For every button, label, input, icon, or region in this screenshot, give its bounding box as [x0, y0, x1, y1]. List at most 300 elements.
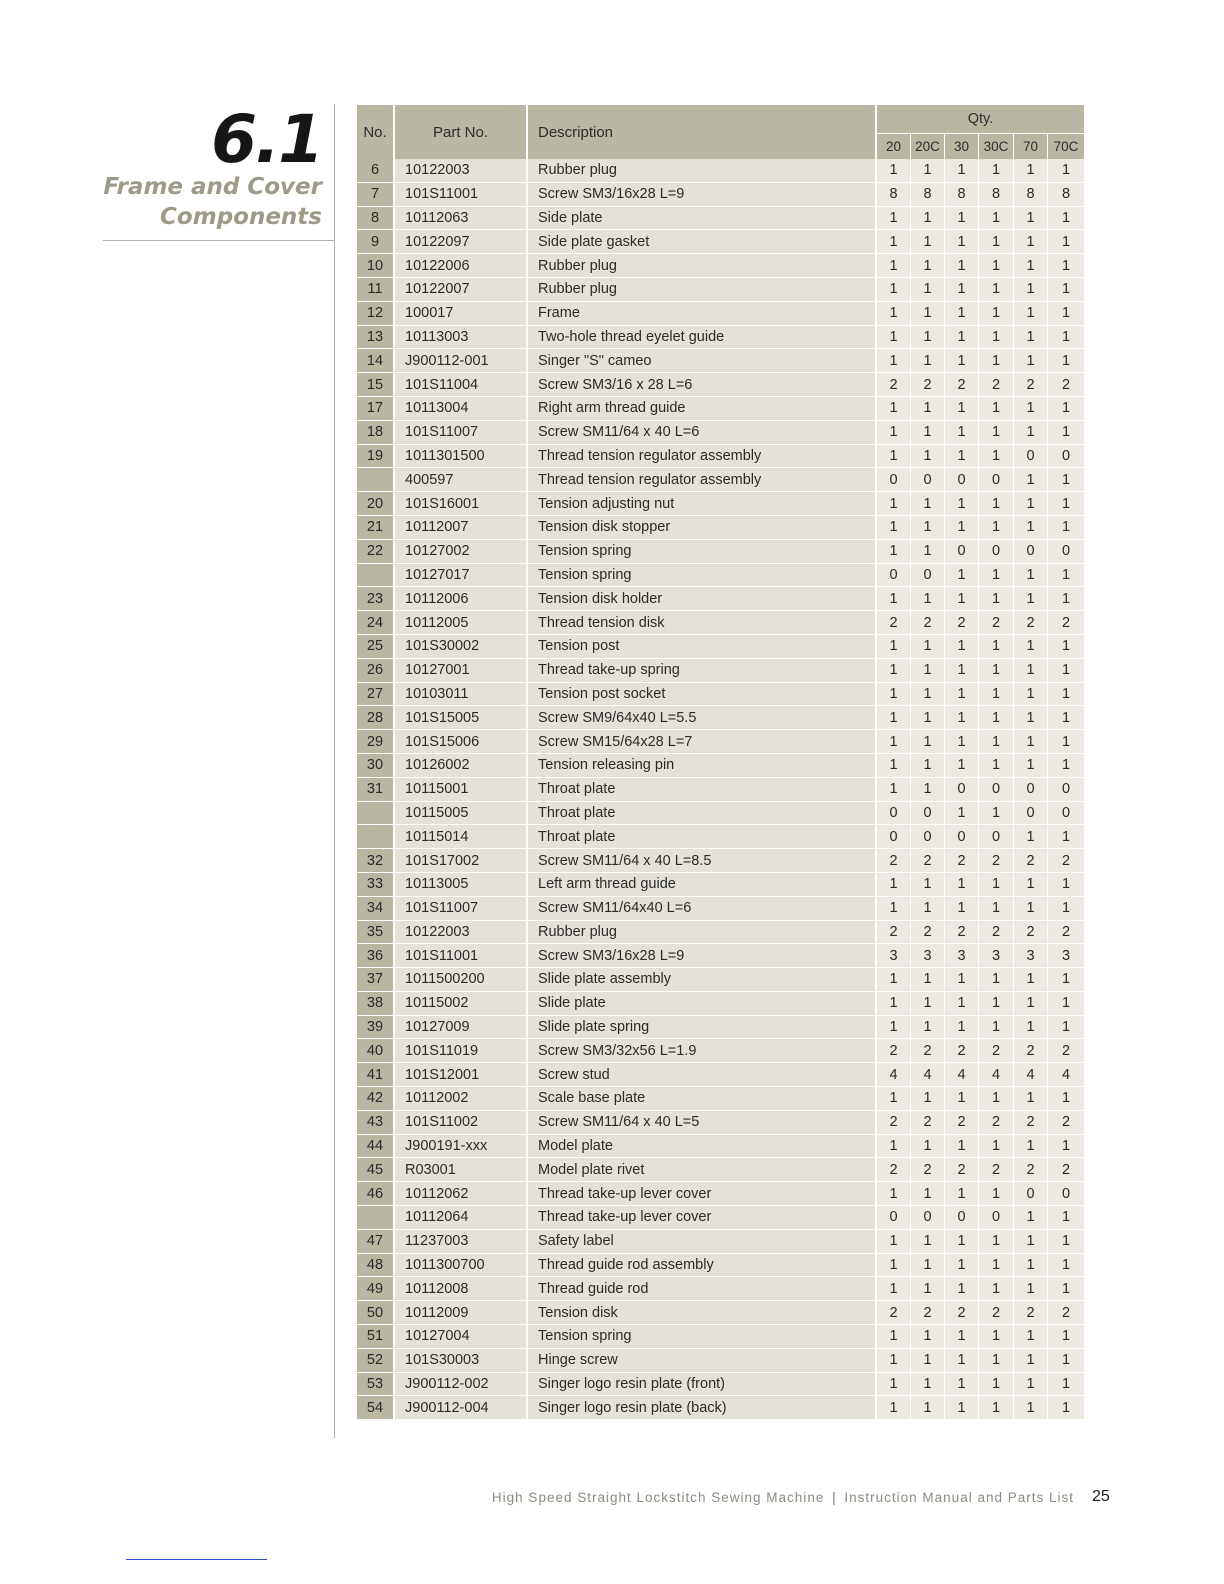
- part-description: Rubber plug: [528, 159, 877, 183]
- item-number: 7: [357, 183, 395, 207]
- qty-cell: 4: [945, 1063, 979, 1087]
- table-row: [357, 1325, 1084, 1349]
- qty-cell: 1: [979, 1277, 1014, 1301]
- qty-cell: 2: [877, 921, 911, 945]
- table-row: [357, 635, 1084, 659]
- qty-cell: 1: [979, 1325, 1014, 1349]
- qty-cell: 2: [945, 1111, 979, 1135]
- qty-cell: 1: [1014, 349, 1048, 373]
- qty-cell: 1: [1048, 421, 1084, 445]
- qty-cell: 2: [945, 1039, 979, 1063]
- qty-cell: 1: [1048, 730, 1084, 754]
- qty-cell: 1: [1014, 1349, 1048, 1373]
- bottom-link-rule: [126, 1559, 267, 1560]
- qty-cell: 0: [877, 564, 911, 588]
- part-description: Tension post: [528, 635, 877, 659]
- qty-cell: 1: [979, 349, 1014, 373]
- part-description: Thread take-up spring: [528, 659, 877, 683]
- item-number: 22: [357, 540, 395, 564]
- qty-cell: 1: [911, 207, 945, 231]
- part-description: Screw SM11/64 x 40 L=8.5: [528, 849, 877, 873]
- qty-cell: 2: [1014, 1039, 1048, 1063]
- part-number: 10112005: [395, 611, 528, 635]
- table-row: [357, 1016, 1084, 1040]
- table-row: [357, 659, 1084, 683]
- qty-cell: 1: [945, 1349, 979, 1373]
- qty-cell: 1: [979, 278, 1014, 302]
- header-qty-model: 30C: [979, 133, 1014, 159]
- part-description: Slide plate spring: [528, 1016, 877, 1040]
- table-row: [357, 1087, 1084, 1111]
- qty-cell: 1: [1048, 1254, 1084, 1278]
- qty-cell: 1: [1014, 1230, 1048, 1254]
- qty-cell: 1: [911, 992, 945, 1016]
- part-description: Slide plate: [528, 992, 877, 1016]
- item-number: 46: [357, 1182, 395, 1206]
- part-number: 101S12001: [395, 1063, 528, 1087]
- qty-cell: 2: [1048, 849, 1084, 873]
- item-number: 27: [357, 683, 395, 707]
- qty-cell: 1: [945, 1182, 979, 1206]
- part-number: 101S17002: [395, 849, 528, 873]
- part-number: 101S11001: [395, 944, 528, 968]
- table-row: [357, 730, 1084, 754]
- qty-cell: 2: [979, 1158, 1014, 1182]
- qty-cell: 1: [911, 1277, 945, 1301]
- table-row: [357, 1206, 1084, 1230]
- qty-cell: 1: [911, 873, 945, 897]
- qty-cell: 1: [911, 254, 945, 278]
- qty-cell: 8: [1048, 183, 1084, 207]
- qty-cell: 1: [945, 802, 979, 826]
- qty-cell: 1: [1014, 1016, 1048, 1040]
- qty-cell: 1: [911, 1349, 945, 1373]
- qty-cell: 1: [877, 326, 911, 350]
- qty-cell: 1: [877, 706, 911, 730]
- header-description: Description: [528, 105, 877, 159]
- qty-cell: 1: [945, 326, 979, 350]
- qty-cell: 1: [1048, 968, 1084, 992]
- qty-cell: 1: [1048, 754, 1084, 778]
- part-description: Hinge screw: [528, 1349, 877, 1373]
- item-number: 15: [357, 373, 395, 397]
- item-number: 54: [357, 1396, 395, 1420]
- qty-cell: 0: [1048, 445, 1084, 469]
- table-row: [357, 1301, 1084, 1325]
- table-row: [357, 564, 1084, 588]
- qty-cell: 2: [911, 373, 945, 397]
- item-number: 34: [357, 897, 395, 921]
- table-header-row: [357, 105, 1084, 133]
- part-number: 101S11002: [395, 1111, 528, 1135]
- qty-cell: 8: [911, 183, 945, 207]
- table-row: [357, 873, 1084, 897]
- qty-cell: 1: [911, 1135, 945, 1159]
- qty-cell: 1: [945, 730, 979, 754]
- table-row: [357, 921, 1084, 945]
- part-number: 101S11019: [395, 1039, 528, 1063]
- part-description: Right arm thread guide: [528, 397, 877, 421]
- qty-cell: 1: [911, 897, 945, 921]
- qty-cell: 1: [1048, 326, 1084, 350]
- part-number: 1011500200: [395, 968, 528, 992]
- table-row: [357, 254, 1084, 278]
- part-description: Screw SM11/64 x 40 L=5: [528, 1111, 877, 1135]
- part-description: Screw stud: [528, 1063, 877, 1087]
- qty-cell: 1: [945, 1277, 979, 1301]
- qty-cell: 1: [911, 1373, 945, 1397]
- part-number: 10112064: [395, 1206, 528, 1230]
- part-description: Tension spring: [528, 540, 877, 564]
- part-description: Thread take-up lever cover: [528, 1182, 877, 1206]
- qty-cell: 0: [945, 825, 979, 849]
- part-description: Frame: [528, 302, 877, 326]
- qty-cell: 1: [979, 397, 1014, 421]
- part-description: Scale base plate: [528, 1087, 877, 1111]
- part-description: Rubber plug: [528, 921, 877, 945]
- table-row: [357, 944, 1084, 968]
- qty-cell: 1: [979, 754, 1014, 778]
- qty-cell: 1: [979, 302, 1014, 326]
- qty-cell: 4: [979, 1063, 1014, 1087]
- qty-cell: 1: [1048, 1230, 1084, 1254]
- qty-cell: 0: [945, 778, 979, 802]
- part-description: Tension adjusting nut: [528, 492, 877, 516]
- qty-cell: 2: [877, 1111, 911, 1135]
- part-description: Screw SM9/64x40 L=5.5: [528, 706, 877, 730]
- item-number: 30: [357, 754, 395, 778]
- table-row: [357, 445, 1084, 469]
- part-description: Singer logo resin plate (back): [528, 1396, 877, 1420]
- part-number: 101S30002: [395, 635, 528, 659]
- qty-cell: 1: [1014, 968, 1048, 992]
- section-title-line-2: Components: [160, 204, 322, 230]
- page-number: 25: [1092, 1488, 1110, 1505]
- qty-cell: 0: [1048, 540, 1084, 564]
- qty-cell: 1: [877, 421, 911, 445]
- table-row: [357, 968, 1084, 992]
- item-number: 50: [357, 1301, 395, 1325]
- qty-cell: 1: [911, 968, 945, 992]
- table-row: [357, 468, 1084, 492]
- item-number: 28: [357, 706, 395, 730]
- qty-cell: 1: [1014, 278, 1048, 302]
- qty-cell: 1: [911, 516, 945, 540]
- qty-cell: 2: [877, 1158, 911, 1182]
- part-description: Thread tension regulator assembly: [528, 468, 877, 492]
- qty-cell: 1: [1014, 159, 1048, 183]
- item-number: 11: [357, 278, 395, 302]
- qty-cell: 2: [1048, 1301, 1084, 1325]
- qty-cell: 1: [911, 302, 945, 326]
- item-number: 41: [357, 1063, 395, 1087]
- qty-cell: 2: [911, 1111, 945, 1135]
- qty-cell: 1: [1048, 254, 1084, 278]
- part-description: Tension disk stopper: [528, 516, 877, 540]
- qty-cell: 1: [877, 1349, 911, 1373]
- qty-cell: 1: [911, 349, 945, 373]
- table-row: [357, 754, 1084, 778]
- part-number: 10122006: [395, 254, 528, 278]
- qty-cell: 1: [911, 730, 945, 754]
- table-row: [357, 1063, 1084, 1087]
- qty-cell: 1: [911, 635, 945, 659]
- part-number: J900112-002: [395, 1373, 528, 1397]
- part-description: Screw SM15/64x28 L=7: [528, 730, 877, 754]
- qty-cell: 1: [911, 1325, 945, 1349]
- qty-cell: 2: [979, 921, 1014, 945]
- header-qty-model: 70C: [1048, 133, 1084, 159]
- qty-cell: 2: [1014, 1301, 1048, 1325]
- item-number: 19: [357, 445, 395, 469]
- qty-cell: 1: [1048, 1396, 1084, 1420]
- part-description: Throat plate: [528, 825, 877, 849]
- qty-cell: 1: [979, 992, 1014, 1016]
- qty-cell: 2: [1048, 1039, 1084, 1063]
- qty-cell: 1: [1014, 635, 1048, 659]
- footer-title: [492, 1490, 1074, 1505]
- qty-cell: 2: [979, 1111, 1014, 1135]
- item-number: 33: [357, 873, 395, 897]
- qty-cell: 0: [945, 1206, 979, 1230]
- qty-cell: 2: [1014, 849, 1048, 873]
- part-number: 101S11007: [395, 421, 528, 445]
- qty-cell: 1: [945, 445, 979, 469]
- qty-cell: 1: [945, 516, 979, 540]
- qty-cell: 1: [1014, 230, 1048, 254]
- part-number: 10127017: [395, 564, 528, 588]
- part-number: 10112006: [395, 587, 528, 611]
- qty-cell: 1: [979, 897, 1014, 921]
- qty-cell: 1: [1048, 1135, 1084, 1159]
- qty-cell: 1: [1014, 564, 1048, 588]
- item-number: 25: [357, 635, 395, 659]
- qty-cell: 0: [945, 540, 979, 564]
- qty-cell: 1: [945, 492, 979, 516]
- qty-cell: 0: [877, 802, 911, 826]
- qty-cell: 1: [945, 1396, 979, 1420]
- qty-cell: 2: [1014, 1111, 1048, 1135]
- qty-cell: 2: [979, 1039, 1014, 1063]
- part-number: 100017: [395, 302, 528, 326]
- qty-cell: 1: [1014, 397, 1048, 421]
- qty-cell: 2: [911, 611, 945, 635]
- table-row: [357, 302, 1084, 326]
- qty-cell: 1: [877, 1230, 911, 1254]
- qty-cell: 1: [911, 1087, 945, 1111]
- part-number: 10127004: [395, 1325, 528, 1349]
- qty-cell: 1: [877, 754, 911, 778]
- item-number: 6: [357, 159, 395, 183]
- qty-cell: 1: [1014, 992, 1048, 1016]
- table-row: [357, 159, 1084, 183]
- qty-cell: 1: [877, 159, 911, 183]
- qty-cell: 1: [1048, 278, 1084, 302]
- qty-cell: 1: [979, 1135, 1014, 1159]
- footer-separator: |: [832, 1490, 837, 1505]
- qty-cell: 1: [1048, 564, 1084, 588]
- qty-cell: 1: [877, 302, 911, 326]
- table-row: [357, 1396, 1084, 1420]
- qty-cell: 2: [945, 921, 979, 945]
- qty-cell: 1: [877, 1087, 911, 1111]
- qty-cell: 1: [911, 540, 945, 564]
- item-number: [357, 468, 395, 492]
- part-description: Thread guide rod assembly: [528, 1254, 877, 1278]
- qty-cell: 0: [911, 468, 945, 492]
- qty-cell: 1: [1048, 516, 1084, 540]
- qty-cell: 1: [945, 992, 979, 1016]
- qty-cell: 1: [1014, 1373, 1048, 1397]
- part-number: 10115005: [395, 802, 528, 826]
- qty-cell: 2: [877, 373, 911, 397]
- qty-cell: 1: [979, 968, 1014, 992]
- qty-cell: 1: [945, 1254, 979, 1278]
- qty-cell: 1: [979, 230, 1014, 254]
- qty-cell: 1: [979, 1016, 1014, 1040]
- qty-cell: 1: [979, 1349, 1014, 1373]
- qty-cell: 1: [1014, 1277, 1048, 1301]
- qty-cell: 1: [945, 564, 979, 588]
- part-description: Rubber plug: [528, 278, 877, 302]
- table-row: [357, 1277, 1084, 1301]
- qty-cell: 0: [979, 778, 1014, 802]
- part-description: Tension releasing pin: [528, 754, 877, 778]
- qty-cell: 0: [1048, 802, 1084, 826]
- qty-cell: 0: [877, 468, 911, 492]
- qty-cell: 0: [1014, 778, 1048, 802]
- qty-cell: 0: [979, 468, 1014, 492]
- qty-cell: 2: [1048, 1111, 1084, 1135]
- qty-cell: 1: [1014, 825, 1048, 849]
- part-description: Singer "S" cameo: [528, 349, 877, 373]
- qty-cell: 1: [877, 445, 911, 469]
- qty-cell: 1: [1048, 1087, 1084, 1111]
- qty-cell: 1: [945, 278, 979, 302]
- qty-cell: 1: [877, 873, 911, 897]
- qty-cell: 0: [1014, 802, 1048, 826]
- part-description: Slide plate assembly: [528, 968, 877, 992]
- qty-cell: 1: [877, 254, 911, 278]
- item-number: 44: [357, 1135, 395, 1159]
- qty-cell: 1: [979, 873, 1014, 897]
- item-number: 49: [357, 1277, 395, 1301]
- qty-cell: 1: [1048, 706, 1084, 730]
- part-number: 101S16001: [395, 492, 528, 516]
- qty-cell: 1: [1014, 421, 1048, 445]
- section-number: 6.1: [211, 101, 322, 178]
- qty-cell: 1: [911, 1396, 945, 1420]
- table-row: [357, 207, 1084, 231]
- part-number: 101S11004: [395, 373, 528, 397]
- qty-cell: 1: [945, 1135, 979, 1159]
- table-row: [357, 897, 1084, 921]
- qty-cell: 0: [911, 1206, 945, 1230]
- part-number: 10113004: [395, 397, 528, 421]
- qty-cell: 0: [1014, 540, 1048, 564]
- qty-cell: 2: [911, 921, 945, 945]
- qty-cell: 0: [1048, 778, 1084, 802]
- qty-cell: 0: [877, 1206, 911, 1230]
- qty-cell: 1: [979, 207, 1014, 231]
- qty-cell: 1: [911, 421, 945, 445]
- qty-cell: 1: [877, 278, 911, 302]
- part-description: Thread take-up lever cover: [528, 1206, 877, 1230]
- qty-cell: 2: [1048, 611, 1084, 635]
- part-description: Tension spring: [528, 1325, 877, 1349]
- qty-cell: 1: [979, 1182, 1014, 1206]
- table-row: [357, 540, 1084, 564]
- table-row: [357, 397, 1084, 421]
- qty-cell: 1: [945, 587, 979, 611]
- item-number: 53: [357, 1373, 395, 1397]
- qty-cell: 1: [945, 1016, 979, 1040]
- qty-cell: 1: [911, 397, 945, 421]
- qty-cell: 1: [1014, 587, 1048, 611]
- qty-cell: 1: [945, 968, 979, 992]
- qty-cell: 1: [1048, 349, 1084, 373]
- qty-cell: 1: [877, 207, 911, 231]
- qty-cell: 4: [877, 1063, 911, 1087]
- qty-cell: 1: [911, 1254, 945, 1278]
- qty-cell: 1: [945, 897, 979, 921]
- qty-cell: 2: [945, 849, 979, 873]
- item-number: 47: [357, 1230, 395, 1254]
- part-description: Left arm thread guide: [528, 873, 877, 897]
- qty-cell: 4: [911, 1063, 945, 1087]
- qty-cell: 1: [1014, 1254, 1048, 1278]
- part-number: 10122003: [395, 159, 528, 183]
- qty-cell: 1: [877, 968, 911, 992]
- part-number: 10127001: [395, 659, 528, 683]
- part-number: R03001: [395, 1158, 528, 1182]
- qty-cell: 2: [979, 1301, 1014, 1325]
- qty-cell: 2: [911, 1301, 945, 1325]
- qty-cell: 1: [877, 1396, 911, 1420]
- qty-cell: 1: [877, 1135, 911, 1159]
- item-number: 42: [357, 1087, 395, 1111]
- qty-cell: 1: [877, 540, 911, 564]
- qty-cell: 1: [979, 445, 1014, 469]
- qty-cell: 1: [877, 492, 911, 516]
- qty-cell: 1: [945, 302, 979, 326]
- item-number: 31: [357, 778, 395, 802]
- item-number: 13: [357, 326, 395, 350]
- part-description: Side plate gasket: [528, 230, 877, 254]
- qty-cell: 1: [945, 207, 979, 231]
- qty-cell: 3: [911, 944, 945, 968]
- qty-cell: 1: [1048, 683, 1084, 707]
- part-number: 400597: [395, 468, 528, 492]
- qty-cell: 1: [979, 1230, 1014, 1254]
- table-row: [357, 778, 1084, 802]
- header-qty-model: 20C: [911, 133, 945, 159]
- qty-cell: 1: [1048, 992, 1084, 1016]
- parts-table-body: [357, 159, 1084, 1420]
- part-number: 10112002: [395, 1087, 528, 1111]
- qty-cell: 1: [1014, 873, 1048, 897]
- item-number: 18: [357, 421, 395, 445]
- qty-cell: 1: [911, 445, 945, 469]
- qty-cell: 0: [1014, 445, 1048, 469]
- qty-cell: 1: [945, 706, 979, 730]
- part-number: 10115014: [395, 825, 528, 849]
- qty-cell: 0: [979, 540, 1014, 564]
- qty-cell: 1: [945, 635, 979, 659]
- part-number: 10112062: [395, 1182, 528, 1206]
- footer-manual-title: High Speed Straight Lockstitch Sewing Machine: [491, 1490, 825, 1505]
- part-number: 101S15006: [395, 730, 528, 754]
